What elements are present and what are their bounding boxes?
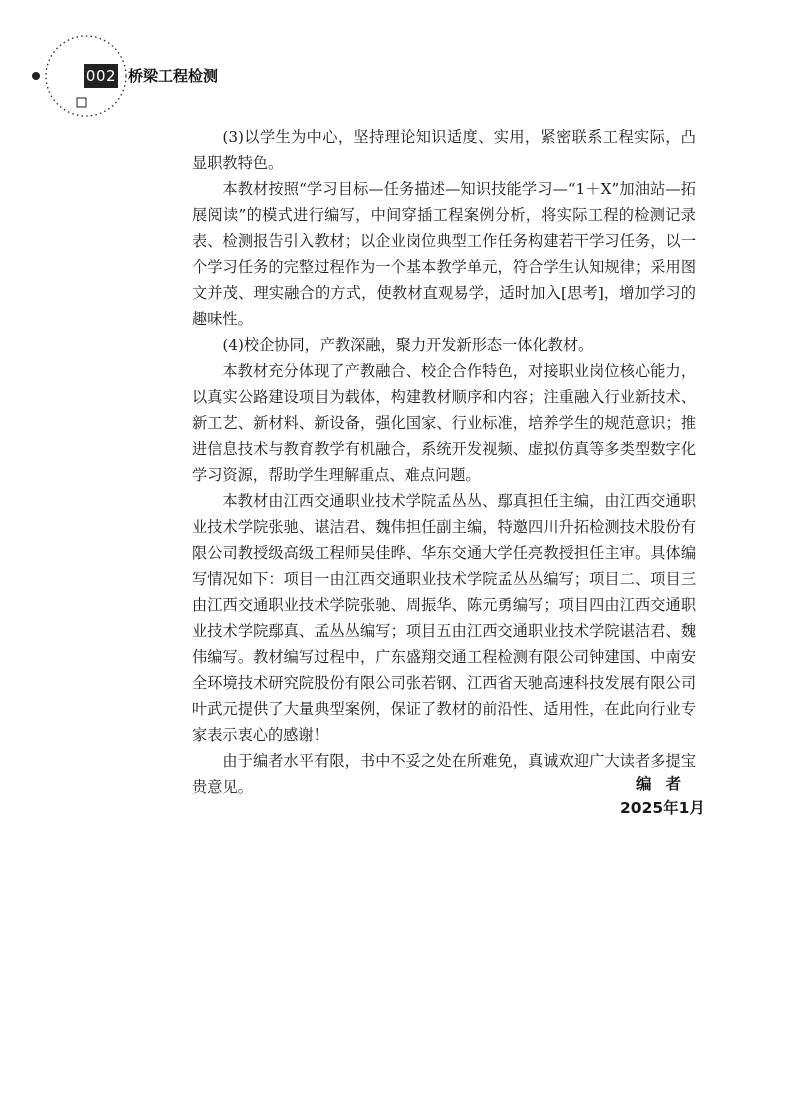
paragraph: 由于编者水平有限，书中不妥之处在所难免，真诚欢迎广大读者多提宝贵意见。 <box>192 752 696 796</box>
paragraph: (3)以学生为中心，坚持理论知识适度、实用，紧密联系工程实际，凸显职教特色。 <box>192 128 696 172</box>
header-decoration-icon <box>0 0 130 120</box>
page-header <box>0 0 790 120</box>
paragraph: 本教材充分体现了产教融合、校企合作特色，对接职业岗位核心能力，以真实公路建设项目为载体，构建教材顺序和内容；注重融入行业新技术、新工艺、新材料、新设备，强化国家、行业标准，培养学生的规范意识；推进信息技术与教育教学有机融合，系统开发视频、虚拟仿真等多类型数字化学习资源，帮助学生理解重点、难点问题。 <box>192 362 696 484</box>
paragraph: 本教材按照“学习目标—任务描述—知识技能学习—“1＋X”加油站—拓展阅读”的模式进行编写，中间穿插工程案例分析，将实际工程的检测记录表、检测报告引入教材；以企业岗位典型工作任务构建若干学习任务，以一个学习任务的完整过程作为一个基本教学单元，符合学生认知规律；采用图文并茂、理实融合的方式，使教材直观易学，适时加入[思考]，增加学习的趣味性。 <box>192 180 696 328</box>
preface-body <box>192 124 696 800</box>
paragraph: (4)校企协同，产教深融，聚力开发新形态一体化教材。 <box>222 336 594 354</box>
paragraph: 本教材由江西交通职业技术学院孟丛丛、鄢真担任主编，由江西交通职业技术学院张驰、谌洁君、魏伟担任副主编，特邀四川升拓检测技术股份有限公司教授级高级工程师吴佳晔、华东交通大学任亮教授担任主审。具体编写情况如下：项目一由江西交通职业技术学院孟丛丛编写；项目二、项目三由江西交通职业技术学院张驰、周振华、陈元勇编写；项目四由江西交通职业技术学院鄢真、孟丛丛编写；项目五由江西交通职业技术学院谌洁君、魏伟编写。教材编写过程中，广东盛翔交通工程检测有限公司钟建国、中南安全环境技术研究院股份有限公司张若钢、江西省天驰高速科技发展有限公司叶武元提供了大量典型案例，保证了教材的前沿性、适用性，在此向行业专家表示衷心的感谢！ <box>192 492 696 744</box>
page-number: 002 <box>84 64 118 88</box>
editor-signature: 编者 <box>636 775 696 793</box>
signature-date: 2025年1月 <box>620 799 705 817</box>
running-title: 桥梁工程检测 <box>128 67 219 85</box>
